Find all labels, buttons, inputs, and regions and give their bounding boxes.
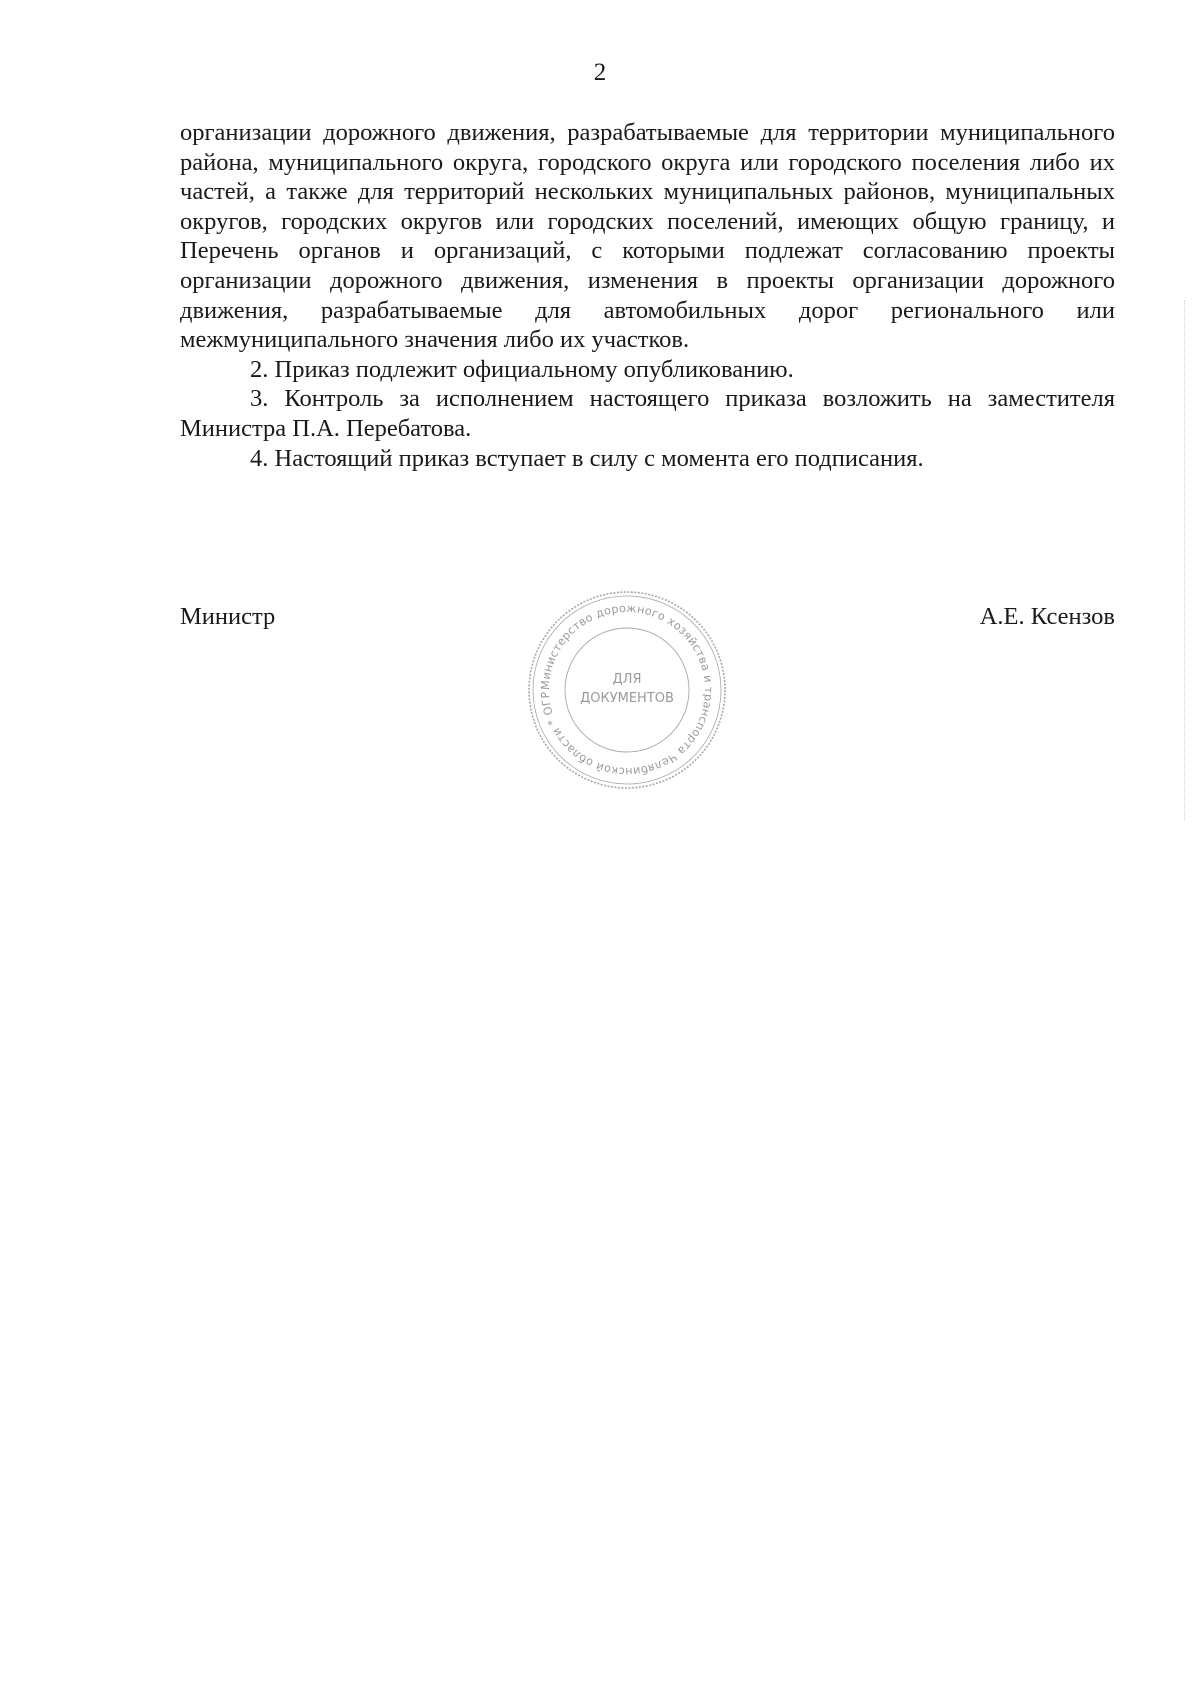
- seal-ring-text: Министерство дорожного хозяйства и транспорта Челябинской области * ОГР: [538, 601, 716, 779]
- seal-center-line-1: ДЛЯ: [612, 672, 642, 687]
- signatory-name: А.Е. Ксензов: [979, 603, 1115, 630]
- paragraph-1: организации дорожного движения, разрабатываемые для территории муниципального района, муниципального округа, городского округа или городского поселения либо их частей, а также для территорий нескольких муниципальных районов, муниципальных округов, городских округов или городских поселений, имеющих общую границу, и Перечень органов и организаций, с которыми подлежат согласованию проекты организации дорожного движения, изменения в проекты организации дорожного движения, разрабатываемые для автомобильных дорог регионального или межмуниципального значения либо их участков.: [180, 119, 1115, 354]
- signatory-title: Министр: [180, 603, 276, 630]
- page-number: 2: [593, 59, 607, 86]
- paragraph-2: 2. Приказ подлежит официальному опубликованию.: [250, 355, 794, 383]
- seal-center-line-2: ДОКУМЕНТОВ: [580, 691, 674, 706]
- paragraph-4: 4. Настоящий приказ вступает в силу с момента его подписания.: [250, 444, 924, 472]
- document-body: [180, 118, 1115, 473]
- official-seal: [522, 585, 732, 795]
- paragraph-3: 3. Контроль за исполнением настоящего приказа возложить на заместителя Министра П.А. Перебатова.: [180, 385, 1115, 442]
- seal-icon: [522, 585, 732, 795]
- scan-edge-artifact: [1184, 300, 1187, 820]
